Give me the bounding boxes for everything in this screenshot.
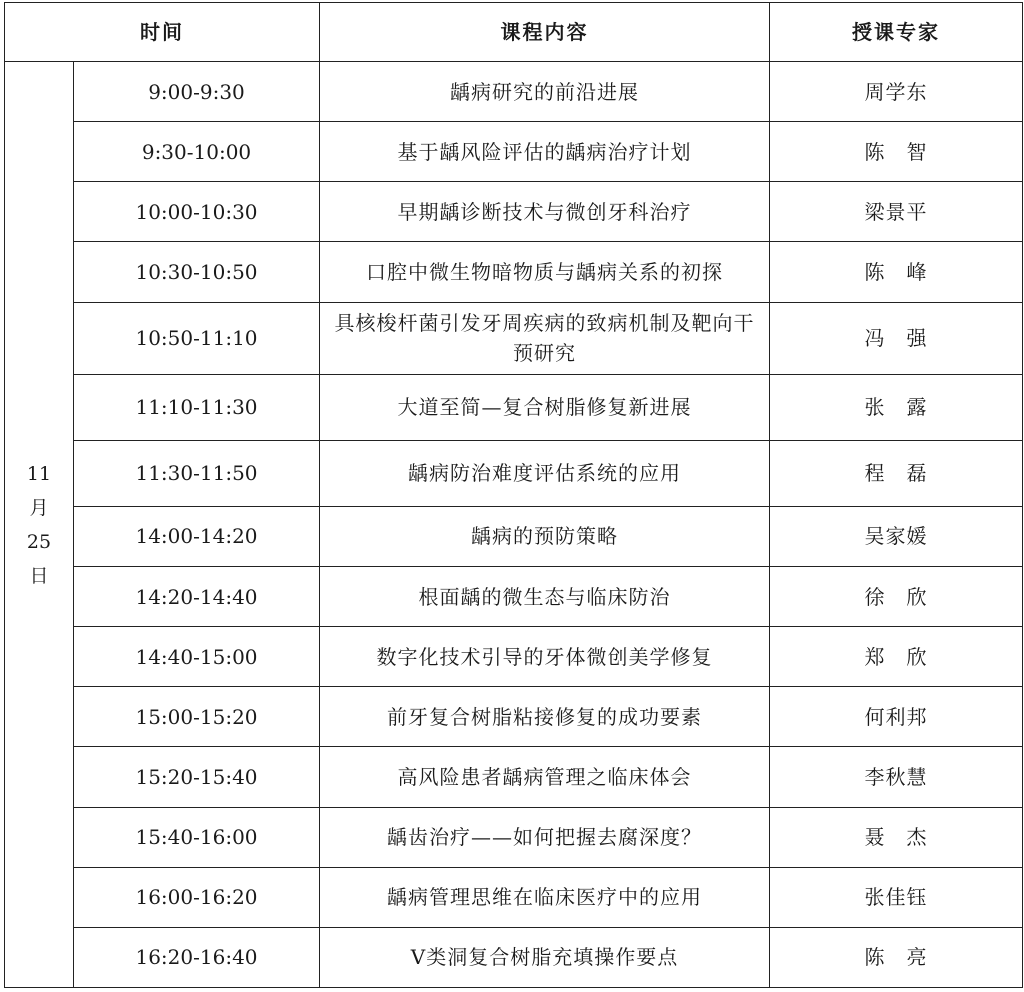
date-line: 月 [29,496,49,519]
expert-cell: 程 磊 [770,440,1023,506]
expert-cell: 周学东 [770,62,1023,122]
expert-cell: 郑 欣 [770,627,1023,687]
content-cell: 龋病的预防策略 [320,506,770,566]
table-row [5,440,1023,506]
expert-cell: 陈 智 [770,122,1023,182]
date-cell [5,62,74,988]
header-expert: 授课专家 [770,3,1023,62]
expert-cell: 聂 杰 [770,807,1023,867]
table-row [5,182,1023,242]
header-time: 时间 [5,3,320,62]
table-row [5,374,1023,440]
header-row [5,3,1023,62]
time-cell: 9:30-10:00 [74,122,320,182]
time-cell: 15:20-15:40 [74,747,320,807]
time-cell: 11:30-11:50 [74,440,320,506]
time-cell: 14:20-14:40 [74,567,320,627]
expert-cell: 徐 欣 [770,567,1023,627]
time-cell: 9:00-9:30 [74,62,320,122]
date-line: 日 [29,564,49,587]
header-content: 课程内容 [320,3,770,62]
content-cell: 前牙复合树脂粘接修复的成功要素 [320,687,770,747]
expert-cell: 张 露 [770,374,1023,440]
time-cell: 14:00-14:20 [74,506,320,566]
table-row [5,302,1023,374]
content-cell: 龋病管理思维在临床医疗中的应用 [320,867,770,927]
table-row [5,627,1023,687]
time-cell: 10:00-10:30 [74,182,320,242]
time-cell: 16:00-16:20 [74,867,320,927]
table-row [5,506,1023,566]
expert-cell: 张佳钰 [770,867,1023,927]
expert-cell: 吴家媛 [770,506,1023,566]
expert-cell: 梁景平 [770,182,1023,242]
time-cell: 10:50-11:10 [74,302,320,374]
time-cell: 15:40-16:00 [74,807,320,867]
expert-cell: 陈 峰 [770,242,1023,302]
date-line: 11 [26,462,52,485]
content-cell: 龋齿治疗——如何把握去腐深度？ [320,807,770,867]
table-row [5,687,1023,747]
table-row [5,567,1023,627]
table-row [5,927,1023,987]
table-row [5,807,1023,867]
content-cell: 基于龋风险评估的龋病治疗计划 [320,122,770,182]
expert-cell: 冯 强 [770,302,1023,374]
table-row [5,62,1023,122]
content-cell: 龋病研究的前沿进展 [320,62,770,122]
schedule-body [5,62,1023,988]
content-cell: 根面龋的微生态与临床防治 [320,567,770,627]
content-cell: V类洞复合树脂充填操作要点 [320,927,770,987]
content-cell: 数字化技术引导的牙体微创美学修复 [320,627,770,687]
content-cell: 具核梭杆菌引发牙周疾病的致病机制及靶向干预研究 [320,302,770,374]
content-cell: 早期龋诊断技术与微创牙科治疗 [320,182,770,242]
content-cell: 口腔中微生物暗物质与龋病关系的初探 [320,242,770,302]
expert-cell: 李秋慧 [770,747,1023,807]
time-cell: 11:10-11:30 [74,374,320,440]
time-cell: 16:20-16:40 [74,927,320,987]
schedule-table [4,2,1023,988]
content-cell: 龋病防治难度评估系统的应用 [320,440,770,506]
table-row [5,747,1023,807]
content-cell: 大道至简—复合树脂修复新进展 [320,374,770,440]
table-row [5,867,1023,927]
content-cell: 高风险患者龋病管理之临床体会 [320,747,770,807]
expert-cell: 陈 亮 [770,927,1023,987]
table-row [5,122,1023,182]
time-cell: 14:40-15:00 [74,627,320,687]
table-row [5,242,1023,302]
expert-cell: 何利邦 [770,687,1023,747]
time-cell: 15:00-15:20 [74,687,320,747]
date-line: 25 [26,530,52,553]
time-cell: 10:30-10:50 [74,242,320,302]
